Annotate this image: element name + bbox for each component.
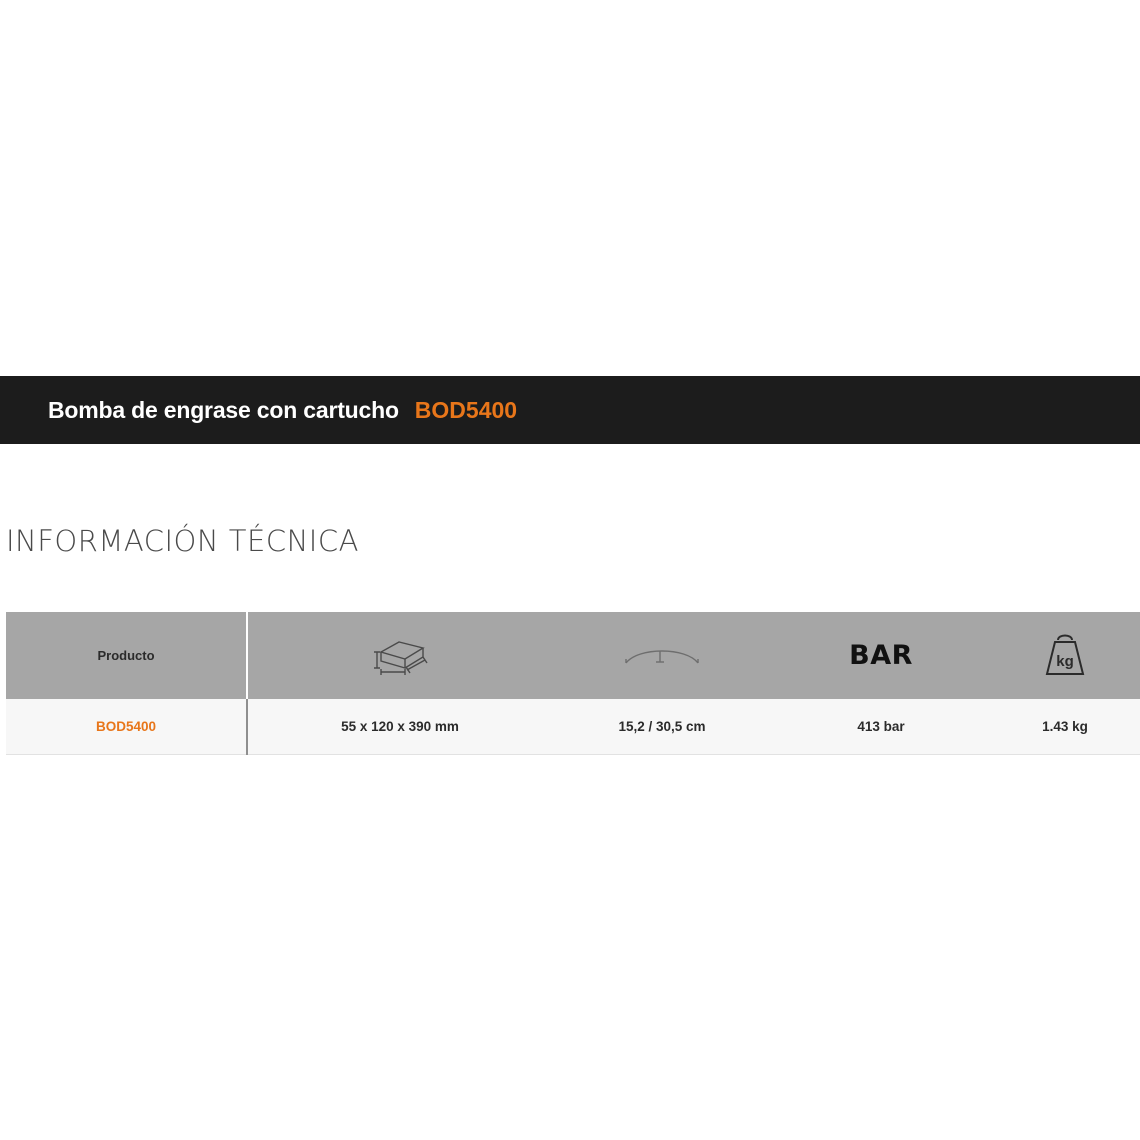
product-code: BOD5400 [414,396,518,423]
cell-pressure: 413 bar [772,699,990,755]
svg-text:kg: kg [1056,652,1074,670]
kg-weight-icon [990,612,1140,699]
column-header-dimensions [247,612,552,699]
flexible-hose-icon [552,612,772,699]
cell-product: BOD5400 [6,699,247,755]
column-header-hose [552,612,772,699]
cell-hose: 15,2 / 30,5 cm [552,699,772,755]
technical-info-table [6,612,1140,755]
product-name: Bomba de engrase con cartucho [48,396,399,423]
table-header-row [6,612,1140,699]
column-header-pressure [772,612,990,699]
table-row [6,699,1140,755]
cell-weight: 1.43 kg [990,699,1140,755]
box-dimensions-icon [248,612,552,699]
column-header-weight [990,612,1140,699]
column-header-product: Producto [6,612,247,699]
page-title: INFORMACIÓN TÉCNICA [6,524,359,558]
product-title-bar [0,376,1140,444]
cell-dimensions: 55 x 120 x 390 mm [247,699,552,755]
pressure-label: BAR [849,640,913,671]
